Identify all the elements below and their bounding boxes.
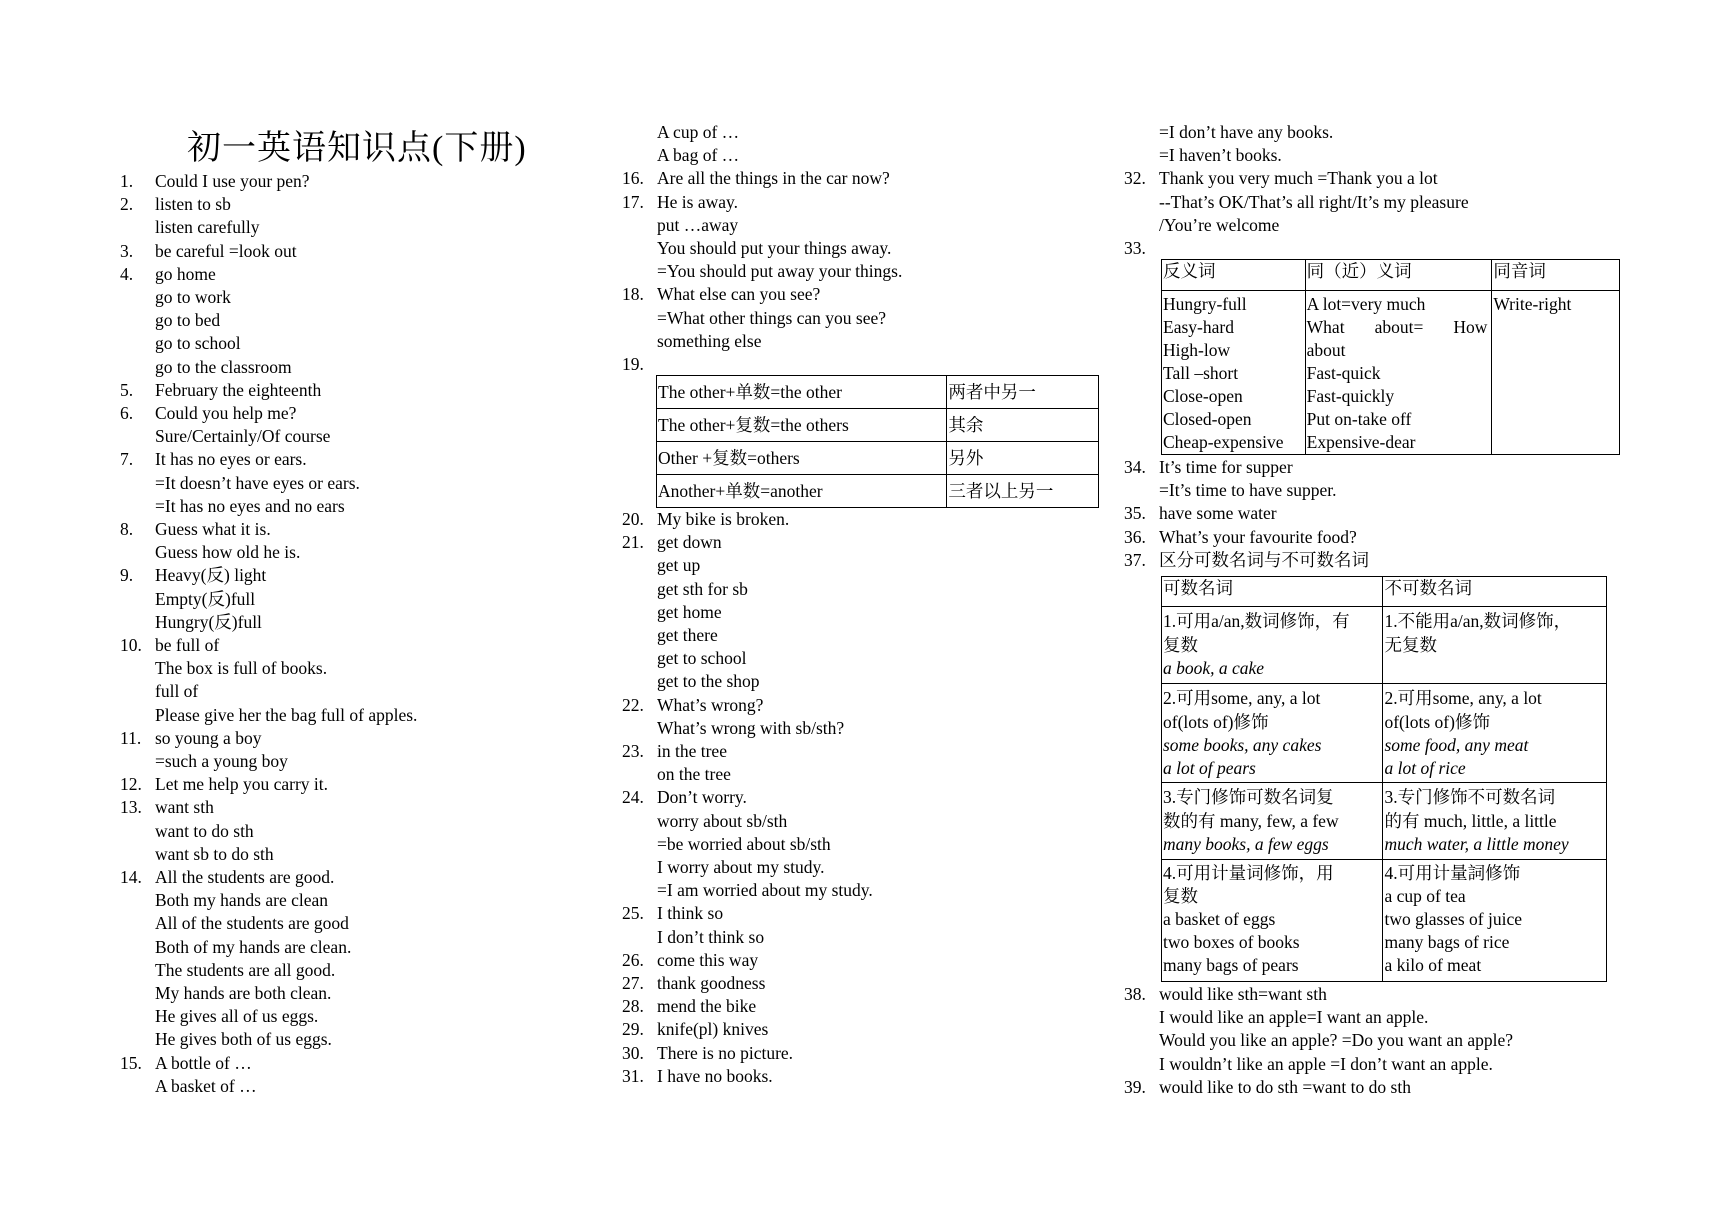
item-text: want sth: [155, 797, 214, 818]
cell-line: 2.可用some, any, a lot: [1163, 688, 1321, 708]
word: about=: [1374, 317, 1424, 337]
item-text: so young a boy: [155, 727, 262, 748]
item-text: Could I use your pen?: [155, 171, 310, 191]
item-number: 35.: [1124, 503, 1146, 524]
item-text: What’s wrong?: [657, 694, 764, 715]
cell-line: a basket of eggs: [1163, 909, 1276, 929]
item-text: What’s wrong with sb/sth?: [657, 717, 845, 738]
cell-line: 3.专门修饰不可数名词: [1384, 787, 1556, 807]
item-text: Empty(反)full: [155, 588, 256, 609]
item-text: go to work: [155, 287, 231, 307]
item-number: 23.: [622, 741, 644, 761]
item-text: All of the students are good: [155, 913, 349, 934]
item-number: 24.: [622, 787, 644, 808]
item-text: 区分可数名词与不可数名词: [1159, 549, 1369, 570]
item-number: 27.: [622, 973, 644, 993]
rule-cell: The other+复数=the others: [657, 409, 947, 442]
item-text: would like to do sth =want to do sth: [1159, 1076, 1411, 1097]
item-text: =be worried about sb/sth: [657, 833, 831, 854]
table33-synonym-about: about: [1306, 340, 1346, 360]
item-number: 34.: [1124, 457, 1146, 477]
table-33-word-relations: [1161, 259, 1620, 455]
item-text: =It doesn’t have eyes or ears.: [155, 472, 360, 493]
item-number: 12.: [120, 774, 142, 795]
uncountable-cell: [1383, 860, 1607, 982]
table-row: [657, 376, 1099, 409]
cell-line: a kilo of meat: [1384, 955, 1482, 975]
item-text: worry about sb/sth: [657, 810, 788, 831]
table33-synonyms-cell: [1305, 291, 1492, 455]
table33-antonym: Easy-hard: [1163, 317, 1234, 337]
table33-synonym: Expensive-dear: [1306, 432, 1416, 452]
item-text: My bike is broken.: [657, 509, 790, 529]
item-text: Please give her the bag full of apples.: [155, 704, 418, 725]
item-number: 6.: [120, 403, 134, 423]
cell-line: 复数: [1163, 635, 1198, 655]
item-number: 31.: [622, 1065, 644, 1086]
item-text: go to the classroom: [155, 356, 292, 377]
header-countable: 可数名词: [1162, 577, 1383, 607]
item-text: mend the bike: [657, 996, 757, 1017]
item-number: 29.: [622, 1019, 644, 1040]
item-text: I don’t think so: [657, 926, 765, 947]
item-text: Guess what it is.: [155, 519, 271, 539]
countable-cell: [1162, 783, 1383, 860]
item-text: listen carefully: [155, 217, 260, 238]
item-text: Sure/Certainly/Of course: [155, 426, 331, 447]
item-number: 30.: [622, 1042, 644, 1063]
meaning-cell: 另外: [947, 442, 1099, 475]
item-text: =It’s time to have supper.: [1159, 480, 1337, 501]
table33-homophones-cell: [1492, 291, 1620, 455]
example-line: some food, any meat: [1384, 735, 1529, 755]
item-number: 20.: [622, 509, 644, 529]
item-text: =such a young boy: [155, 751, 288, 771]
header-uncountable: 不可数名词: [1383, 577, 1607, 607]
item-text: February the eighteenth: [155, 379, 322, 400]
item-number: 38.: [1124, 984, 1146, 1004]
item-text: What else can you see?: [657, 284, 821, 305]
item-text: thank goodness: [657, 973, 766, 993]
item-text: I think so: [657, 903, 724, 924]
item-number: 33.: [1124, 238, 1146, 258]
countable-cell: [1162, 684, 1383, 783]
item-text: Would you like an apple? =Do you want an apple?: [1159, 1030, 1513, 1051]
item-text: =What other things can you see?: [657, 307, 887, 328]
item-number: 21.: [622, 532, 644, 553]
table33-synonym: Fast-quickly: [1306, 386, 1395, 406]
table-row: [657, 409, 1099, 442]
item-text: Both of my hands are clean.: [155, 936, 352, 957]
item-text: go to school: [155, 333, 241, 354]
item-number: 32.: [1124, 168, 1146, 189]
table-row: [657, 475, 1099, 508]
item-text: Hungry(反)full: [155, 611, 262, 632]
item-text: I wouldn’t like an apple =I don’t want an apple.: [1159, 1053, 1493, 1074]
item-text: go home: [155, 263, 216, 284]
meaning-cell: 两者中另一: [947, 376, 1099, 409]
word: How: [1453, 317, 1488, 337]
table33-antonyms-cell: [1162, 291, 1306, 455]
item-text: go to bed: [155, 310, 221, 331]
table33-antonym: Hungry-full: [1163, 294, 1247, 314]
table-header-row: [1162, 577, 1607, 607]
item-text: He gives all of us eggs.: [155, 1006, 319, 1027]
cell-line: 1.不能用a/an,数词修饰，: [1384, 611, 1572, 631]
item-text: He gives both of us eggs.: [155, 1029, 332, 1050]
rule-cell: The other+单数=the other: [657, 376, 947, 409]
cell-line: two glasses of juice: [1384, 909, 1523, 929]
item-text: =I am worried about my study.: [657, 880, 873, 901]
item-text: I would like an apple=I want an apple.: [1159, 1007, 1429, 1028]
item-text: on the tree: [657, 764, 731, 785]
item-text: --That’s OK/That’s all right/It’s my pleasure: [1159, 191, 1469, 212]
table-37-countable-uncountable: [1161, 576, 1607, 982]
item-number: 18.: [622, 284, 644, 305]
item-text: have some water: [1159, 503, 1277, 524]
item-text: get to school: [657, 648, 747, 669]
uncountable-cell: [1383, 783, 1607, 860]
item-text: Could you help me?: [155, 403, 297, 423]
item-text: My hands are both clean.: [155, 983, 332, 1003]
item-number: 14.: [120, 867, 142, 887]
cell-line: a cup of tea: [1384, 886, 1466, 906]
example-line: a lot of pears: [1163, 758, 1256, 778]
item-text: =It has no eyes and no ears: [155, 495, 345, 516]
item-text: get there: [657, 625, 718, 645]
item-text: He is away.: [657, 191, 738, 212]
item-text: The students are all good.: [155, 959, 336, 980]
item-text: /You’re welcome: [1159, 214, 1280, 235]
item-number: 9.: [120, 565, 134, 586]
item-text: listen to sb: [155, 194, 231, 215]
item-text: Are all the things in the car now?: [657, 168, 890, 189]
table-row: [1162, 684, 1607, 783]
page-title: 初一英语知识点(下册): [187, 130, 527, 167]
cell-line: 数的有 many, few, a few: [1163, 811, 1339, 831]
example-line: some books, any cakes: [1163, 735, 1322, 755]
item-number: 28.: [622, 996, 644, 1017]
item-text: The box is full of books.: [155, 658, 328, 679]
cell-line: 3.专门修饰可数名词复: [1163, 787, 1334, 807]
meaning-cell: 三者以上另一: [947, 475, 1099, 508]
item-text: All the students are good.: [155, 867, 335, 887]
item-number: 19.: [622, 354, 644, 374]
cell-line: two boxes of books: [1163, 932, 1300, 952]
example-line: a lot of rice: [1384, 758, 1466, 778]
item-text: Let me help you carry it.: [155, 774, 328, 795]
item-number: 7.: [120, 449, 134, 470]
item-number: 13.: [120, 797, 142, 818]
table33-synonym: Put on-take off: [1306, 409, 1412, 429]
item-number: 15.: [120, 1052, 142, 1073]
table-row: [657, 442, 1099, 475]
item-text: be full of: [155, 635, 220, 655]
item-text: get sth for sb: [657, 578, 748, 599]
countable-cell: [1162, 607, 1383, 684]
item-text: A bottle of …: [155, 1052, 252, 1073]
item-text: be careful =look out: [155, 240, 297, 261]
item-number: 36.: [1124, 526, 1146, 547]
item-number: 5.: [120, 379, 134, 400]
item-text: Both my hands are clean: [155, 890, 329, 911]
item-text: I worry about my study.: [657, 857, 825, 877]
item-text: want to do sth: [155, 820, 254, 841]
item-number: 8.: [120, 519, 134, 539]
table33-synonym: A lot=very much: [1306, 294, 1426, 314]
table-row: [1162, 783, 1607, 860]
table33-homophone: Write-right: [1493, 294, 1572, 314]
item-text: A bag of …: [657, 145, 740, 166]
item-number: 1.: [120, 171, 134, 191]
item-text: I have no books.: [657, 1065, 773, 1086]
item-text: get home: [657, 601, 722, 622]
item-number: 11.: [120, 727, 142, 748]
rule-cell: Another+单数=another: [657, 475, 947, 508]
cell-line: of(lots of)修饰: [1163, 712, 1269, 732]
item-text: =I haven’t books.: [1159, 145, 1282, 166]
table-19-other-another: [656, 375, 1099, 508]
item-text: get up: [657, 555, 701, 576]
item-number: 4.: [120, 263, 134, 284]
cell-line: of(lots of)修饰: [1384, 712, 1490, 732]
table-row: [1162, 607, 1607, 684]
cell-line: 4.可用计量詞修饰: [1384, 863, 1521, 883]
table33-antonym: Close-open: [1163, 386, 1243, 406]
meaning-cell: 其余: [947, 409, 1099, 442]
rule-cell: Other +复数=others: [657, 442, 947, 475]
item-text: You should put your things away.: [657, 238, 892, 258]
table33-synonym: Fast-quick: [1306, 363, 1381, 383]
cell-line: 1.可用a/an,数词修饰，有: [1163, 611, 1350, 631]
item-text: full of: [155, 681, 199, 702]
example-line: much water, a little money: [1384, 834, 1569, 854]
table33-header-antonyms: 反义词: [1162, 260, 1306, 291]
countable-cell: [1162, 860, 1383, 982]
item-number: 17.: [622, 191, 644, 212]
item-number: 2.: [120, 194, 134, 215]
table33-header-homophones: 同音词: [1492, 260, 1620, 291]
table33-antonym: Tall –short: [1163, 363, 1239, 383]
item-text: =I don’t have any books.: [1159, 122, 1334, 142]
item-text: something else: [657, 330, 762, 351]
cell-line: 2.可用some, any, a lot: [1384, 688, 1542, 708]
item-text: A cup of …: [657, 122, 740, 142]
item-text: Heavy(反) light: [155, 565, 267, 586]
item-number: 25.: [622, 903, 644, 924]
item-number: 26.: [622, 949, 644, 970]
item-number: 10.: [120, 635, 142, 655]
item-number: 16.: [622, 168, 644, 189]
cell-line: 无复数: [1384, 635, 1437, 655]
item-text: It’s time for supper: [1159, 457, 1293, 477]
item-text: There is no picture.: [657, 1042, 794, 1063]
table33-antonym: Cheap-expensive: [1163, 432, 1284, 452]
item-text: What’s your favourite food?: [1159, 526, 1357, 547]
item-number: 39.: [1124, 1076, 1146, 1097]
item-text: get to the shop: [657, 671, 760, 692]
item-text: A basket of …: [155, 1075, 257, 1096]
item-number: 22.: [622, 694, 644, 715]
item-text: Don’t worry.: [657, 787, 747, 808]
uncountable-cell: [1383, 607, 1607, 684]
example-line: a book, a cake: [1163, 658, 1265, 678]
table33-synonym-what-about: [1307, 316, 1491, 339]
table33-antonym: Closed-open: [1163, 409, 1252, 429]
item-text: come this way: [657, 949, 759, 970]
item-text: get down: [657, 532, 722, 553]
item-text: Guess how old he is.: [155, 542, 301, 563]
item-text: knife(pl) knives: [657, 1019, 769, 1040]
item-number: 3.: [120, 240, 134, 261]
example-line: many books, a few eggs: [1163, 834, 1329, 854]
item-text: want sb to do sth: [155, 843, 274, 864]
word: What: [1306, 317, 1345, 337]
uncountable-cell: [1383, 684, 1607, 783]
item-text: would like sth=want sth: [1159, 984, 1327, 1004]
item-text: Thank you very much =Thank you a lot: [1159, 168, 1438, 189]
cell-line: 4.可用计量词修饰，用: [1163, 863, 1334, 883]
item-text: It has no eyes or ears.: [155, 449, 307, 470]
cell-line: 的有 much, little, a little: [1384, 811, 1557, 831]
item-text: put …away: [657, 214, 739, 235]
cell-line: many bags of rice: [1384, 932, 1510, 952]
table33-antonym: High-low: [1163, 340, 1231, 360]
item-text: =You should put away your things.: [657, 261, 903, 282]
table33-header-synonyms: 同（近）义词: [1305, 260, 1492, 291]
cell-line: many bags of pears: [1163, 955, 1299, 975]
cell-line: 复数: [1163, 886, 1198, 906]
table-row: [1162, 860, 1607, 982]
item-text: in the tree: [657, 741, 727, 761]
item-number: 37.: [1124, 549, 1146, 570]
